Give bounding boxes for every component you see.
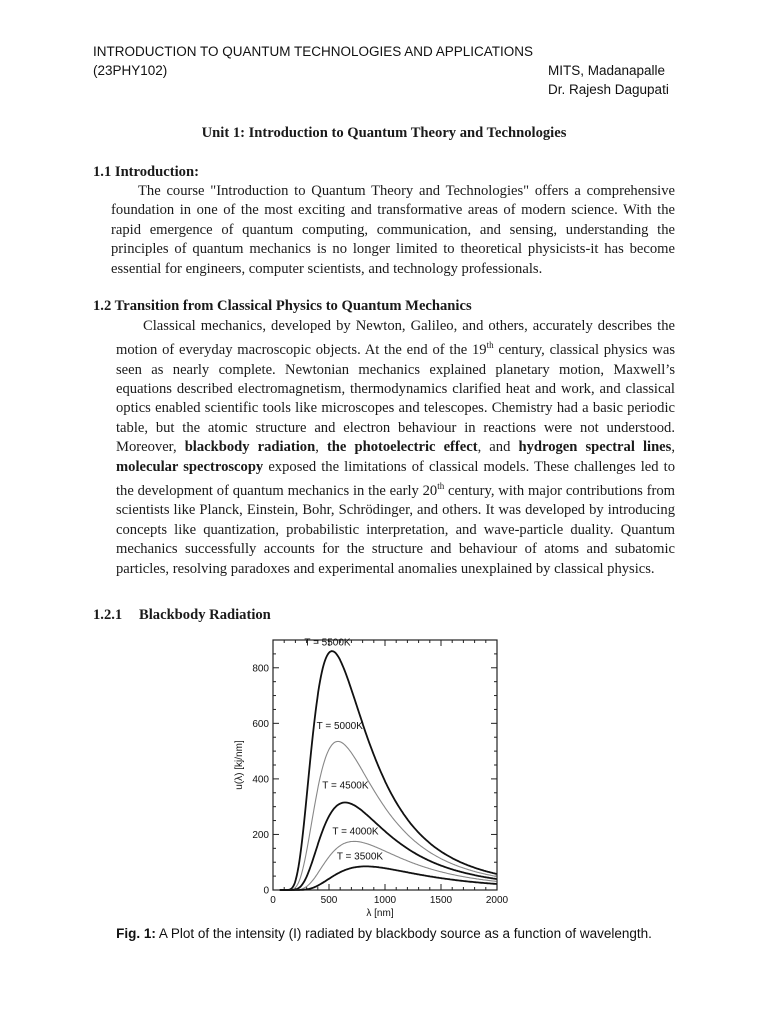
blackbody-chart — [225, 632, 525, 922]
institution: MITS, Madanapalle — [548, 63, 666, 78]
section-1-2-1-heading: Blackbody Radiation — [139, 607, 271, 623]
author: Dr. Rajesh Dagupati — [548, 82, 669, 97]
unit-title: Unit 1: Introduction to Quantum Theory and Technologies — [201, 125, 567, 141]
paragraph-text: exposed the limitations of classical models. These challenges led to the development of quantum mechanics in the early 20 — [116, 458, 676, 499]
section-1-1-paragraph: The course "Introduction to Quantum Theory and Technologies" offers a comprehensive foundation in one of the most exciting and transformative areas of modern science. With the rapid emergence of quantum computing, communication, and sensing, understanding the principles of quantum mechanics is no longer limited to theoretical physicists-it has become essential for engineers, computer scientists, and technology professionals. — [111, 183, 675, 277]
bold-term: hydrogen spectral lines — [518, 439, 672, 456]
section-1-2-heading: 1.2 Transition from Classical Physics to Quantum Mechanics — [93, 298, 472, 314]
y-tick-label: 400 — [252, 774, 269, 786]
y-tick-label: 800 — [252, 663, 269, 675]
course-code: (23PHY102) — [93, 63, 168, 78]
x-axis-label: λ [nm] — [366, 908, 394, 919]
figure-caption — [0, 926, 768, 941]
superscript: th — [437, 481, 445, 492]
paragraph-text: century, with major contributions from scientists like Planck, Einstein, Bohr, Schrödinger, and others. It was developed by introducing concepts like quantization, probabilistic interpretation, and wave-particle duality. Quantum mechanics successfully accounts for the structure and behaviour of atoms and subatomic particles, resolving paradoxes and experimental anomalies unexplained by classical physics. — [116, 482, 675, 577]
series-curves — [280, 651, 497, 890]
x-tick-label: 1500 — [429, 895, 453, 906]
caption-label: Fig. 1: — [116, 926, 156, 941]
x-tick-label: 0 — [270, 895, 276, 906]
series-line — [280, 841, 497, 890]
paragraph-text: , — [671, 439, 675, 456]
series-line — [280, 741, 497, 890]
caption-text: A Plot of the intensity (I) radiated by blackbody source as a function of wavelength. — [155, 926, 652, 941]
bold-term: molecular spectroscopy — [116, 458, 264, 475]
x-tick-label: 1000 — [373, 895, 397, 906]
y-tick-label: 0 — [263, 885, 269, 897]
series-label: T = 5000K — [316, 720, 363, 732]
bold-term: blackbody radiation — [184, 439, 316, 456]
x-tick-label: 2000 — [485, 895, 509, 906]
section-1-2-paragraph — [116, 317, 675, 579]
section-1-1-heading: 1.1 Introduction: — [93, 164, 199, 180]
superscript: th — [486, 340, 494, 351]
series-label: T = 5500K — [304, 637, 351, 649]
paragraph-text: Classical mechanics, developed by Newton, Galileo, and others, accurately describes the motion of everyday macroscopic objects. At the end of the 19 — [116, 318, 675, 359]
paragraph-text: , and — [477, 439, 519, 456]
section-1-2-1-number: 1.2.1 — [93, 607, 123, 623]
y-tick-label: 600 — [252, 718, 269, 730]
series-label: T = 3500K — [336, 851, 384, 863]
series-line — [280, 651, 497, 890]
paragraph-text: , — [315, 439, 327, 456]
y-axis-label: u(λ) [kj/nm] — [234, 740, 245, 790]
paragraph-text: century, classical physics was seen as nearly complete. Newtonian mechanics explained planetary motion, Maxwell’s equations described electromagnetism, thermodynamics clarified heat and work, and classical optics enabled scientific tools like microscopes and telescopes. Chemistry had a basic periodic table, but the atomic structure and electron behaviour in reactions were not understood. Moreover, — [116, 342, 675, 456]
bold-term: the photoelectric effect — [326, 439, 478, 456]
series-line — [280, 866, 497, 890]
series-label: T = 4500K — [322, 780, 369, 792]
course-title: INTRODUCTION TO QUANTUM TECHNOLOGIES AND APPLICATIONS — [93, 44, 534, 59]
series-label: T = 4000K — [332, 826, 379, 838]
x-tick-label: 500 — [320, 895, 338, 906]
y-tick-label: 200 — [252, 829, 269, 841]
